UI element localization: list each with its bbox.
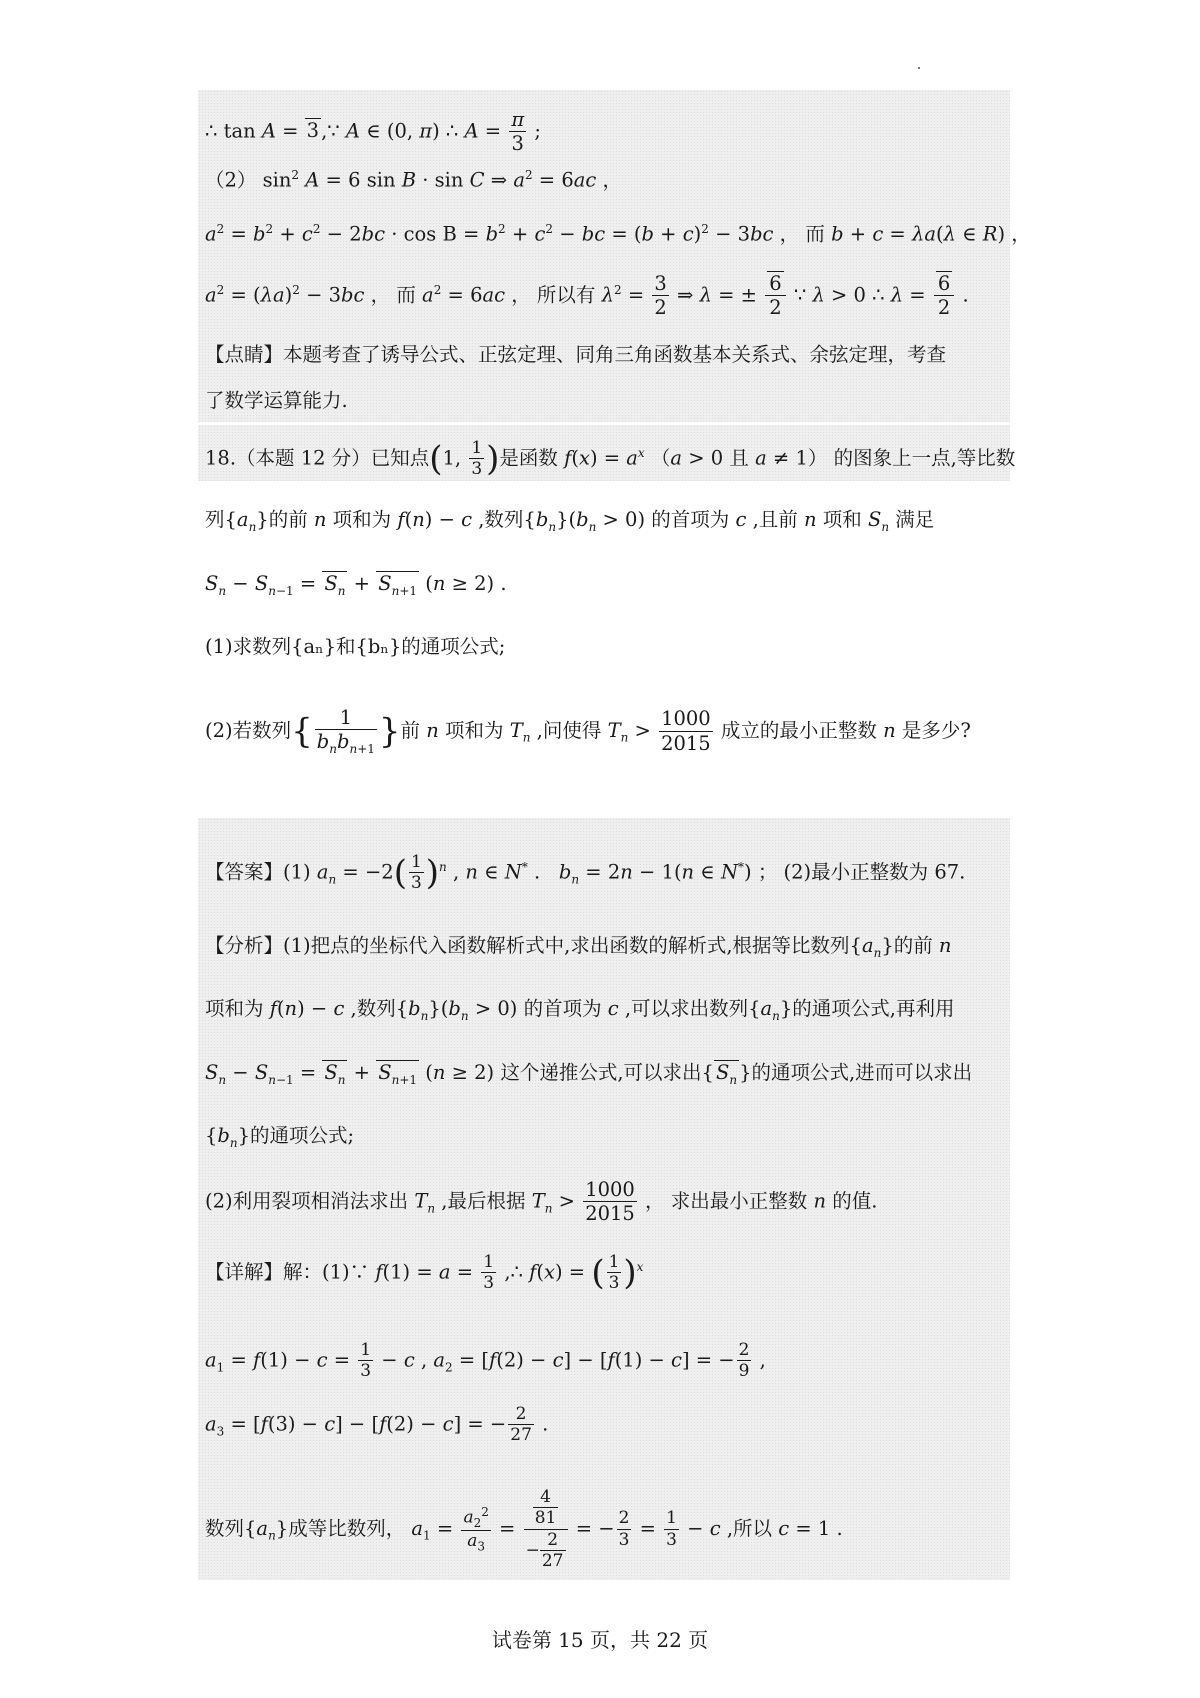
detail-line-1: 【详解】解：(1)∵ f(1) = a = $\frac{1}{3}$ ,∴ f(x) = ( $\frac{1}{3}$ )$^x$ [205,1252,644,1294]
analysis-line-1: 【分析】(1)把点的坐标代入函数解析式中,求出函数的解析式,根据等比数列$\{a_n\}$的前 n [205,934,952,960]
analysis-line-5: (2)利用裂项相消法求出 $T_n$ ,最后根据 $T_n$ > $\frac{1000}{2015}$ ， 求出最小正整数 n 的值. [205,1178,878,1226]
top-line-3: $a^2 = b^2 + c^2 - 2bc \cdot \cos B = b^2 + c^2$ − bc = $(b + c)^2 - 3bc$ ， 而 b + c = λa(λ ∈ R) ， [205,222,1031,246]
top-line-2: （2） $\sin^2 A = 6$ sin B · sin C ⇒ $a^2 = 6ac$ ， [205,168,623,192]
answer-line: 【答案】(1) $a_n = -2$( $\frac{1}{3}$ )$^n$ , n ∈ N* . $b_n = 2n - 1(n$ ∈ N*) ； (2)最小正整数为 67. [205,852,966,894]
analysis-line-4: $\{b_n\}$的通项公式; [205,1124,355,1150]
page-footer: 试卷第 15 页，共 22 页 [491,1628,709,1652]
problem-part-2: (2)若数列{ $\frac{1}{b_nb_{n+1}}$ }前 n 项和为 $T_n$ ,问使得 $T_n$ > $\frac{1000}{2015}$ 成立的最小正整数 n 是多少? [205,706,971,757]
problem-line-2: 列$\{a_n\}$的前 n 项和为 f(n) − c ,数列$\{b_n\}(b_n > 0)$ 的首项为 c ,且前 n 项和 $S_n$ 满足 [205,508,935,534]
problem-line-3: $S_n - S_{n-1} = S_n + S_{n+1}$ (n ≥ 2) . [205,572,507,598]
problem-line-1: 18.（本题 12 分）已知点(1, $\frac{1}{3}$ )是函数 $f(x) = a^x$ （a > 0 且 a ≠ 1） 的图象上一点,等比数 [205,438,1016,480]
comment-line-2: 了数学运算能力. [205,389,348,412]
detail-line-3: $a_3 = [f(3) - c] - [f(2) - c]$ = − $\frac{2}{27}$ . [205,1404,549,1446]
analysis-line-3: $S_n - S_{n-1} = S_n + S_{n+1}$ (n ≥ 2) 这个递推公式,可以求出{ $S_n$ }的通项公式,进而可以求出 [205,1061,973,1087]
top-line-4: $a^2 = (\lambda a)^2 - 3bc$ ， 而 $a^2 = 6ac$ ， 所以有 $\lambda^2$ = $\frac{3}{2}$ ⇒ λ = ± $\frac{6}{2}$ ∵ λ > 0 ∴ λ = $\frac{6}{2}$ . [205,272,969,320]
problem-part-1: (1)求数列{aₙ}和{bₙ}的通项公式; [205,635,506,658]
detail-line-2: $a_1 = f(1) - c$ = $\frac{1}{3}$ − c , $a_2 = [f(2) - c] - [f(1) - c]$ = − $\frac{2}{9}$ , [205,1340,766,1382]
detail-line-4: 数列$\{a_n\}$成等比数列， $a_1$ = $\frac{a_2^2}{a_3}$ = $\frac{4}{81}$ − $\frac{2}{27}$ = − $\frac{2}{3}$ = $\frac{1}{3}$ − c ,所以 c = 1 . [205,1487,843,1572]
comment-line-1: 【点睛】本题考查了诱导公式、正弦定理、同角三角函数基本关系式、余弦定理，考查 [205,343,947,366]
corner-mark [918,67,920,69]
analysis-line-2: 项和为 f(n) − c ,数列$\{b_n\}(b_n > 0)$ 的首项为 c ,可以求出数列$\{a_n\}$的通项公式,再利用 [205,997,955,1023]
top-line-1: ∴ tan A = 3 ,∵ A ∈ (0, π) ∴ A = $\frac{\pi}{3}$ ; [205,108,541,156]
